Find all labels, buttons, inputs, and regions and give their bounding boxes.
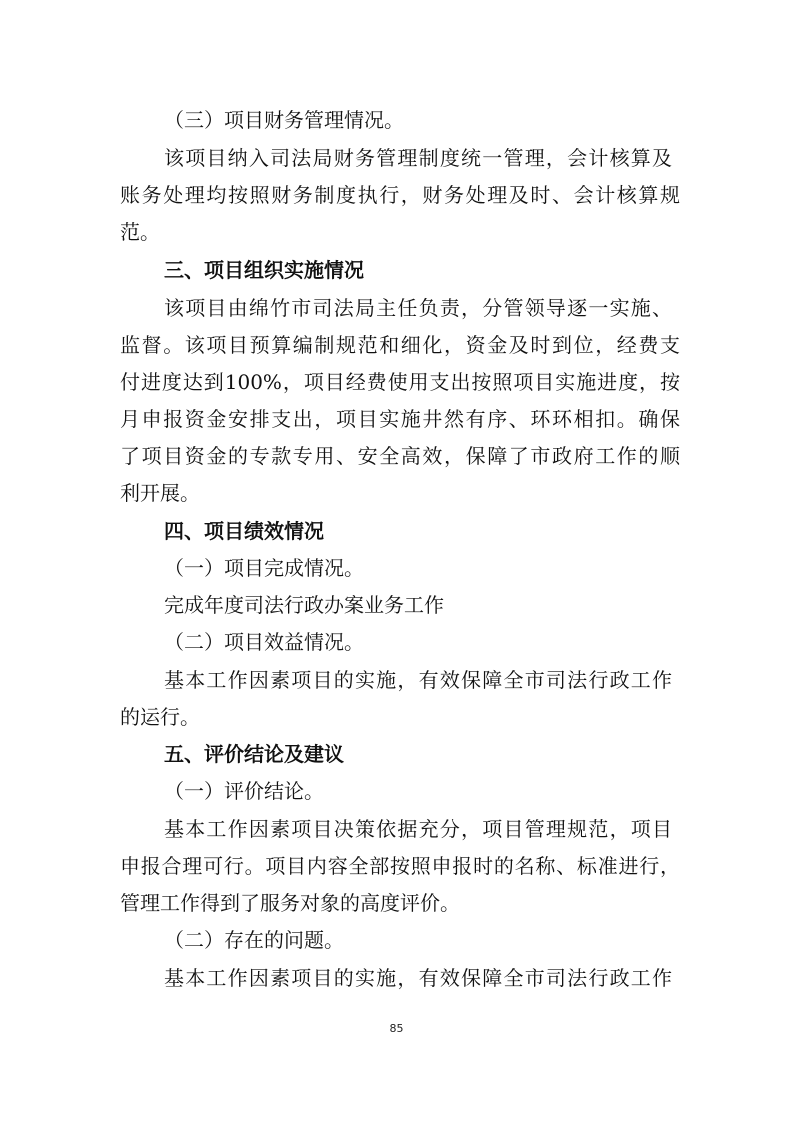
subsection-heading-problems: （二）存在的问题。 xyxy=(164,928,344,952)
paragraph-line: 申报合理可行。项目内容全部按照申报时的名称、标准进行， xyxy=(120,854,680,878)
paragraph-line: 范。 xyxy=(120,220,160,244)
paragraph-line: 管理工作得到了服务对象的高度评价。 xyxy=(120,891,460,915)
subsection-heading-finance: （三）项目财务管理情况。 xyxy=(164,108,404,132)
subsection-heading-benefit: （二）项目效益情况。 xyxy=(164,630,364,654)
section-heading-conclusion: 五、评价结论及建议 xyxy=(164,742,344,766)
paragraph-line: 基本工作因素项目决策依据充分，项目管理规范，项目 xyxy=(164,817,672,841)
paragraph-line: 了项目资金的专款专用、安全高效，保障了市政府工作的顺 xyxy=(120,444,680,468)
paragraph-line: 基本工作因素项目的实施，有效保障全市司法行政工作 xyxy=(164,966,672,990)
paragraph-line: 监督。该项目预算编制规范和细化，资金及时到位，经费支 xyxy=(120,333,680,357)
paragraph-line: 该项目由绵竹市司法局主任负责，分管领导逐一实施、 xyxy=(164,296,672,320)
subsection-heading-evaluation: （一）评价结论。 xyxy=(164,779,324,803)
paragraph-line: 该项目纳入司法局财务管理制度统一管理，会计核算及 xyxy=(164,146,672,170)
paragraph-line: 账务处理均按照财务制度执行，财务处理及时、会计核算规 xyxy=(120,183,680,207)
paragraph-line: 月申报资金安排支出，项目实施井然有序、环环相扣。确保 xyxy=(120,407,680,431)
paragraph-line: 完成年度司法行政办案业务工作 xyxy=(164,593,444,617)
section-heading-implementation: 三、项目组织实施情况 xyxy=(164,258,364,282)
subsection-heading-completion: （一）项目完成情况。 xyxy=(164,556,364,580)
page-number: 85 xyxy=(389,1022,404,1035)
section-heading-performance: 四、项目绩效情况 xyxy=(164,519,324,543)
paragraph-line: 付进度达到100%，项目经费使用支出按照项目实施进度，按 xyxy=(120,370,680,394)
paragraph-line: 基本工作因素项目的实施，有效保障全市司法行政工作 xyxy=(164,668,672,692)
paragraph-line: 利开展。 xyxy=(120,481,200,505)
paragraph-line: 的运行。 xyxy=(120,705,200,729)
